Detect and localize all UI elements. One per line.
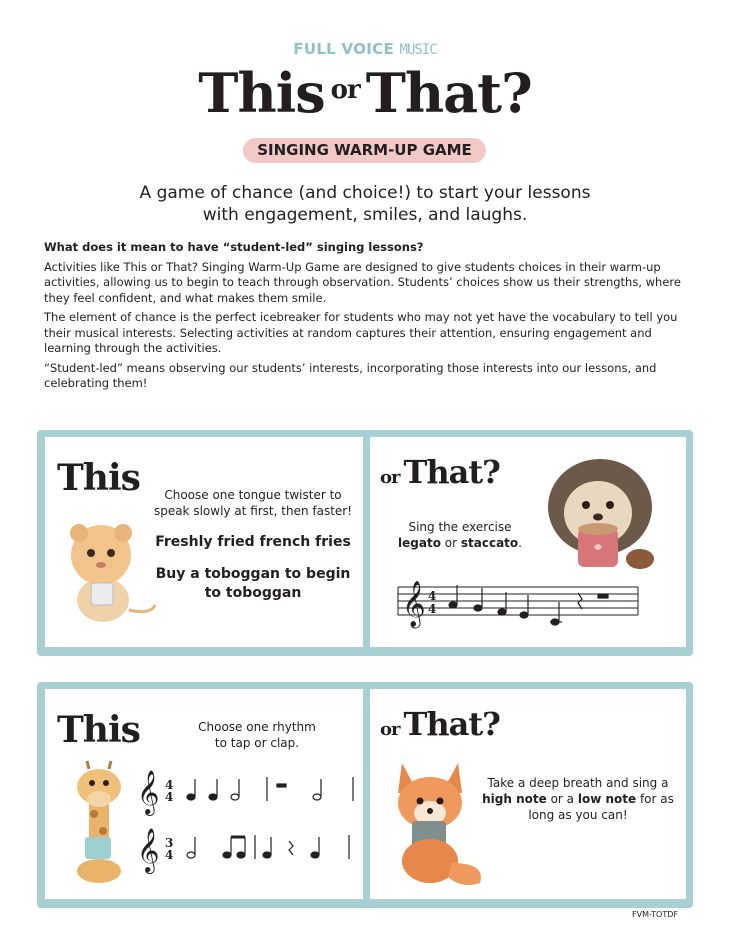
hedgehog-icon bbox=[538, 447, 668, 577]
card4-line-2 bbox=[478, 791, 678, 807]
card3-instruction bbox=[157, 719, 357, 751]
card1-instruction-line-1: Choose one tongue twister to bbox=[164, 488, 342, 502]
fox-icon bbox=[382, 753, 492, 893]
page-title bbox=[0, 61, 730, 125]
tagline-line-1: A game of chance (and choice!) to start your lessons bbox=[139, 183, 591, 203]
staff-notation-exercise bbox=[398, 577, 638, 637]
card2-instruction-line-2 bbox=[380, 535, 540, 551]
rhythm2-time-bottom: 4 bbox=[165, 848, 174, 862]
intro-section bbox=[44, 240, 694, 396]
time-sig-top: 4 bbox=[428, 589, 437, 603]
card2-that: That? bbox=[403, 453, 500, 491]
low-note-word: low note bbox=[577, 792, 637, 806]
card3-instruction-line-2: to tap or clap. bbox=[214, 736, 300, 750]
rhythm-2 bbox=[137, 828, 357, 872]
giraffe-icon bbox=[61, 759, 146, 889]
card-this-rhythm bbox=[45, 689, 363, 899]
card-that-sing-exercise bbox=[370, 437, 686, 647]
card3-this-label: This bbox=[57, 709, 140, 751]
lion-cub-icon bbox=[51, 505, 161, 625]
card3-instruction-line-1: Choose one rhythm bbox=[198, 720, 316, 734]
card4-line-1: Take a deep breath and sing a bbox=[487, 776, 669, 790]
tongue-twister-2-line-2: to toboggan bbox=[204, 585, 302, 601]
card-this-tongue-twister bbox=[45, 437, 363, 647]
card-that-label bbox=[380, 453, 500, 491]
subtitle-badge bbox=[243, 138, 486, 163]
card2-period: . bbox=[518, 536, 522, 550]
card-this-label: This bbox=[57, 457, 140, 499]
card2-or-word: or bbox=[440, 536, 461, 550]
card-that-long-note bbox=[370, 689, 686, 899]
subtitle-text: SINGING WARM-UP GAME bbox=[257, 141, 472, 159]
rhythm1-time-top: 4 bbox=[165, 778, 174, 792]
title-or: or bbox=[330, 75, 360, 105]
card1-instruction bbox=[153, 487, 353, 519]
card4-that: That? bbox=[403, 705, 500, 743]
intro-paragraph-1: Activities like This or That? Singing Warm-Up Game are designed to give students choices in their warm-up activities, allowing us to begin to teach through observation. Students’ choices show us their strengths, where they feel confident, and what makes them smile. bbox=[44, 259, 681, 305]
card2-or: or bbox=[380, 467, 400, 488]
brand-script: MUSIC bbox=[399, 42, 437, 58]
intro-paragraph-3: “Student-led” means observing our students’ interests, incorporating those interests into our lessons, and celebrating them! bbox=[44, 360, 657, 390]
rhythm-1 bbox=[137, 770, 357, 814]
rhythm2-time-top: 3 bbox=[165, 836, 174, 850]
tongue-twister-2 bbox=[153, 565, 353, 603]
legato-word: legato bbox=[398, 536, 441, 550]
tagline bbox=[0, 182, 730, 226]
intro-heading: What does it mean to have “student-led” singing lessons? bbox=[44, 240, 424, 254]
high-note-word: high note bbox=[482, 792, 547, 806]
title-that: That? bbox=[365, 61, 532, 125]
tagline-line-2: with engagement, smiles, and laughs. bbox=[202, 205, 528, 225]
intro-paragraph-2: The element of chance is the perfect icebreaker for students who may not yet have the vocabulary to tell you their musical interests. Selecting activities at random captures their attention, ensuring engagement and learning through the activities. bbox=[44, 310, 678, 355]
card4-instruction bbox=[478, 775, 678, 823]
card4-that-label bbox=[380, 705, 500, 743]
card4-line-3: long as you can! bbox=[528, 808, 628, 822]
svg-text:𝄞: 𝄞 bbox=[137, 828, 160, 872]
tongue-twister-1: Freshly fried french fries bbox=[155, 534, 351, 550]
title-this: This bbox=[198, 61, 325, 125]
svg-text:𝄞: 𝄞 bbox=[137, 770, 160, 814]
footer-code: FVM-TOTDF bbox=[632, 910, 678, 919]
time-sig-bottom: 4 bbox=[428, 602, 437, 616]
card4-or: or bbox=[380, 719, 400, 740]
svg-text:𝄞: 𝄞 bbox=[402, 581, 426, 627]
card2-instruction bbox=[380, 519, 540, 551]
staccato-word: staccato bbox=[460, 536, 519, 550]
card4-or-a: or a bbox=[546, 792, 578, 806]
card2-instruction-line-1: Sing the exercise bbox=[408, 520, 512, 534]
brand-name: FULL VOICE bbox=[293, 40, 394, 58]
card4-for-as: for as bbox=[636, 792, 674, 806]
brand-logo bbox=[0, 40, 730, 58]
card1-instruction-line-2: speak slowly at first, then faster! bbox=[153, 504, 353, 518]
rhythm1-time-bottom: 4 bbox=[165, 790, 174, 804]
tongue-twister-2-line-1: Buy a toboggan to begin bbox=[155, 566, 351, 582]
